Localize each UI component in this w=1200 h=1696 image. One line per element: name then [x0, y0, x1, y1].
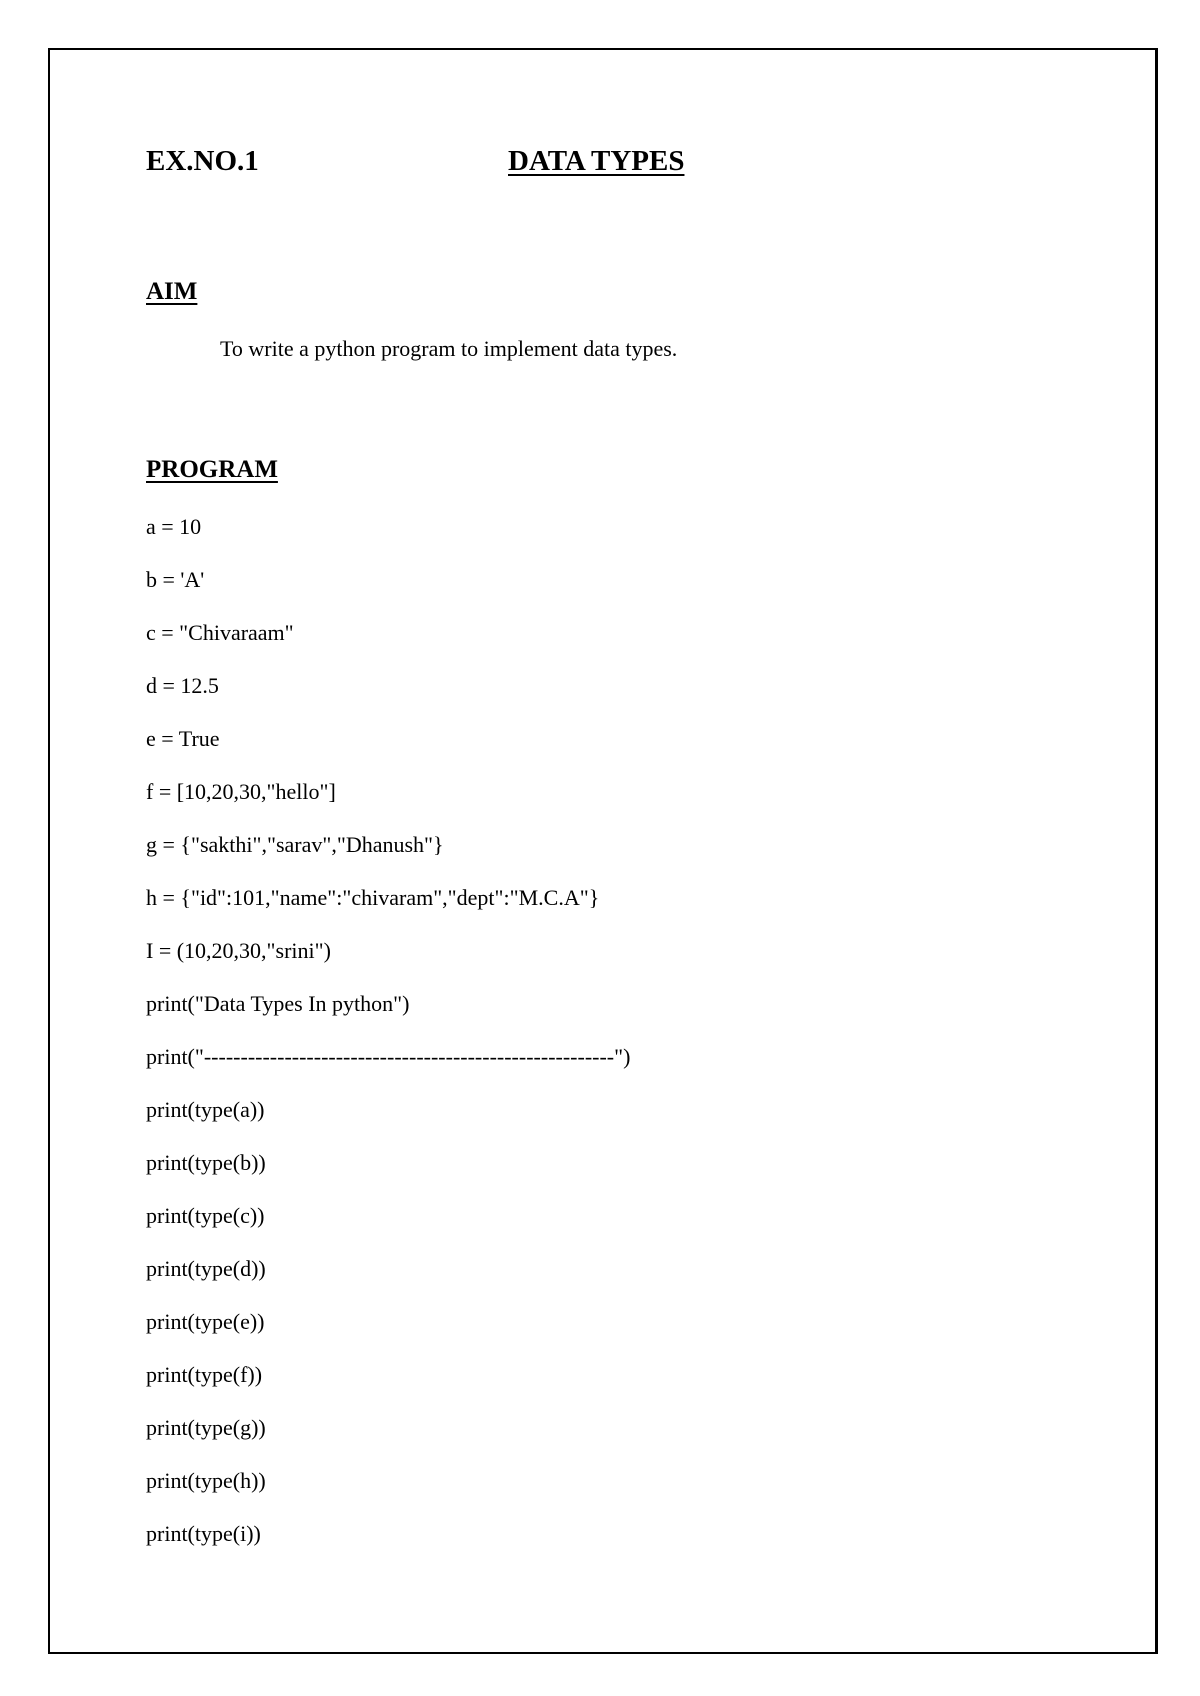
code-line: b = 'A': [146, 567, 205, 592]
program-heading: PROGRAM: [146, 456, 278, 483]
code-line: c = "Chivaraam": [146, 620, 294, 645]
code-line: print(type(e)): [146, 1309, 265, 1334]
code-line: print(type(d)): [146, 1256, 266, 1281]
code-line: e = True: [146, 726, 220, 751]
page-title: DATA TYPES: [508, 145, 685, 177]
code-line: print(type(f)): [146, 1362, 263, 1387]
code-line: g = {"sakthi","sarav","Dhanush"}: [146, 832, 444, 857]
code-line: d = 12.5: [146, 673, 219, 698]
code-line: print(type(c)): [146, 1203, 265, 1228]
code-line: f = [10,20,30,"hello"]: [146, 779, 336, 804]
code-line: print(type(a)): [146, 1097, 265, 1122]
code-line: print(type(b)): [146, 1150, 266, 1175]
code-line: print(type(h)): [146, 1468, 266, 1493]
exercise-number: EX.NO.1: [146, 145, 259, 177]
aim-heading: AIM: [146, 278, 198, 305]
code-line: print("--------------------------------------------------------"): [146, 1044, 631, 1069]
code-line: print(type(g)): [146, 1415, 266, 1440]
code-line: I = (10,20,30,"srini"): [146, 938, 331, 963]
aim-text: To write a python program to implement data types.: [220, 336, 678, 361]
code-line: a = 10: [146, 514, 202, 539]
code-line: print(type(i)): [146, 1521, 261, 1546]
heading-row: [146, 145, 1046, 185]
program-code-block: [146, 514, 630, 1574]
code-line: print("Data Types In python"): [146, 991, 410, 1016]
code-line: h = {"id":101,"name":"chivaram","dept":"M.C.A"}: [146, 885, 600, 910]
